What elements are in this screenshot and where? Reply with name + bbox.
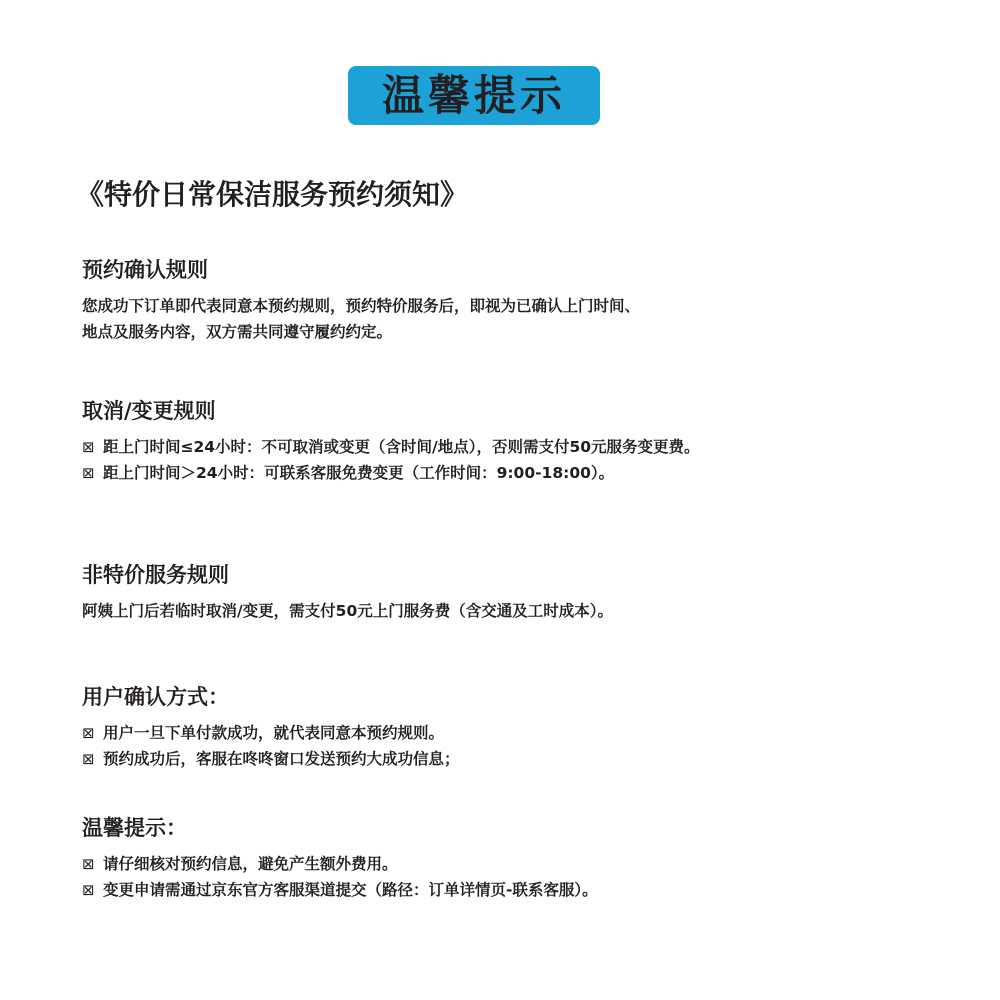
line-text: 请仔细核对预约信息，避免产生额外费用。 xyxy=(103,855,398,873)
section-heading: 温馨提示： xyxy=(82,816,187,840)
title-banner xyxy=(348,66,600,125)
line-text: 用户一旦下单付款成功，就代表同意本预约规则。 xyxy=(103,724,445,742)
section-heading: 用户确认方式： xyxy=(82,685,229,709)
banner-title: 温馨提示 xyxy=(381,70,566,120)
section-body xyxy=(82,598,982,624)
section-cancel-change-rules xyxy=(82,396,982,486)
checkbox-icon: ⊠ xyxy=(82,881,95,899)
section-warm-tips xyxy=(82,813,982,903)
document-title: 《特价日常保洁服务预约须知》 xyxy=(76,178,469,211)
list-item xyxy=(82,851,982,877)
line-text: 地点及服务内容，双方需共同遵守履约约定。 xyxy=(82,323,393,341)
list-item xyxy=(82,434,982,460)
list-item xyxy=(82,746,982,772)
line-text: 距上门时间＞24小时：可联系客服免费变更（工作时间：9:00-18:00）。 xyxy=(103,464,615,482)
line-text: 您成功下订单即代表同意本预约规则，预约特价服务后，即视为已确认上门时间、 xyxy=(82,297,641,315)
section-user-confirmation xyxy=(82,682,982,772)
checkbox-icon: ⊠ xyxy=(82,464,95,482)
line-text: 预约成功后，客服在咚咚窗口发送预约大成功信息； xyxy=(103,750,460,768)
list-item xyxy=(82,460,982,486)
section-body xyxy=(82,720,982,772)
checkbox-icon: ⊠ xyxy=(82,724,95,742)
paragraph-line xyxy=(82,293,982,319)
checkbox-icon: ⊠ xyxy=(82,855,95,873)
section-booking-rules xyxy=(82,255,982,345)
section-body xyxy=(82,293,982,345)
section-non-discount-rules xyxy=(82,560,982,624)
checkbox-icon: ⊠ xyxy=(82,750,95,768)
paragraph-line xyxy=(82,598,982,624)
section-heading: 非特价服务规则 xyxy=(82,563,229,587)
section-body xyxy=(82,851,982,903)
paragraph-line xyxy=(82,319,982,345)
list-item xyxy=(82,720,982,746)
section-heading: 预约确认规则 xyxy=(82,258,208,282)
checkbox-icon: ⊠ xyxy=(82,438,95,456)
line-text: 距上门时间≤24小时：不可取消或变更（含时间/地点），否则需支付50元服务变更费。 xyxy=(103,438,700,456)
section-body xyxy=(82,434,982,486)
line-text: 阿姨上门后若临时取消/变更，需支付50元上门服务费（含交通及工时成本）。 xyxy=(82,602,613,620)
section-heading: 取消/变更规则 xyxy=(82,399,216,423)
line-text: 变更申请需通过京东官方客服渠道提交（路径：订单详情页-联系客服）。 xyxy=(103,881,598,899)
list-item xyxy=(82,877,982,903)
